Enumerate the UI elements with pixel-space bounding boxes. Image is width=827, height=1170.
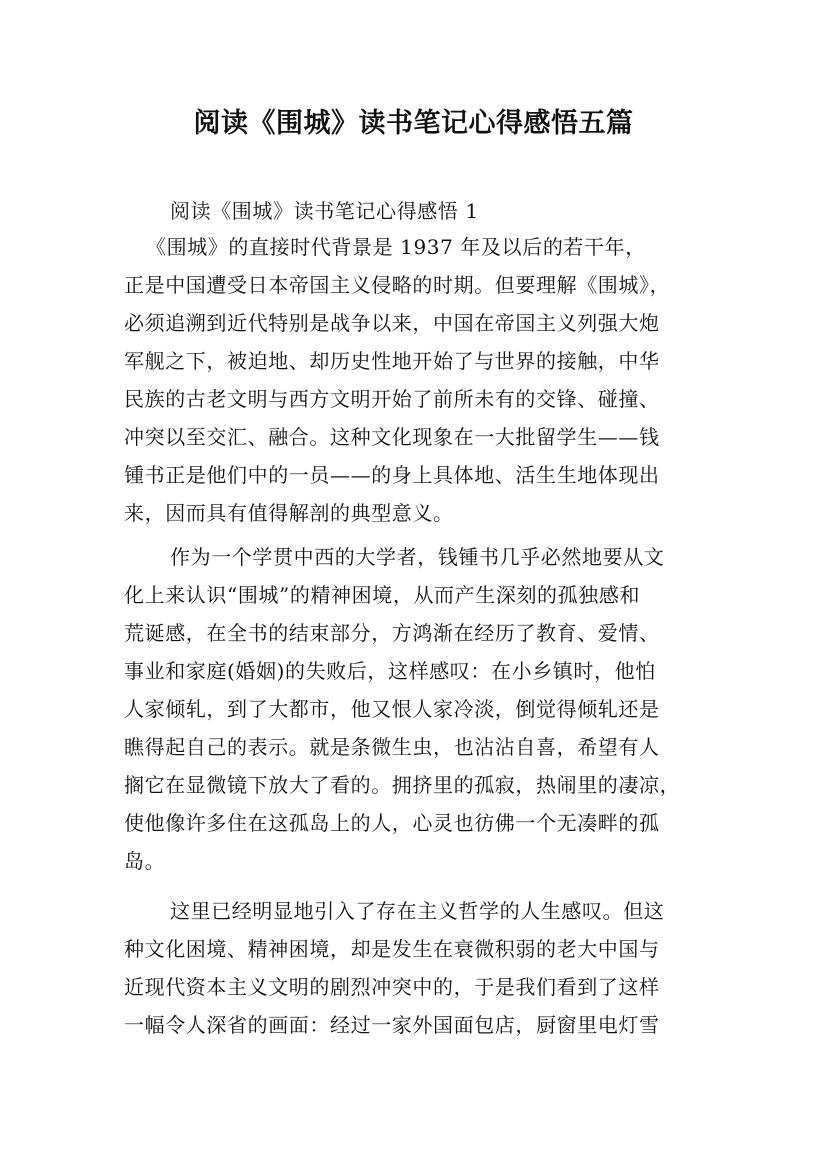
- paragraph-line: 这里已经明显地引入了存在主义哲学的人生感叹。但这: [170, 899, 665, 923]
- paragraph-line: 《围城》的直接时代背景是 1937 年及以后的若干年，: [146, 235, 646, 259]
- paragraph-line: 锺书正是他们中的一员——的身上具体地、活生生地体现出: [124, 463, 660, 487]
- paragraph-line: 岛。: [124, 849, 166, 873]
- paragraph-line: 搁它在显微镜下放大了看的。拥挤里的孤寂，热闹里的凄凉，: [124, 773, 681, 797]
- document-title: 阅读《围城》读书笔记心得感悟五篇: [193, 108, 634, 139]
- paragraph-line: 种文化困境、精神困境，却是发生在衰微积弱的老大中国与: [124, 937, 660, 961]
- paragraph-line: 民族的古老文明与西方文明开始了前所未有的交锋、碰撞、: [124, 387, 660, 411]
- paragraph-line: 冲突以至交汇、融合。这种文化现象在一大批留学生——钱: [124, 425, 660, 449]
- paragraph-line: 事业和家庭(婚姻)的失败后，这样感叹：在小乡镇时，他怕: [124, 659, 656, 683]
- paragraph-line: 正是中国遭受日本帝国主义侵略的时期。但要理解《围城》，: [124, 273, 671, 297]
- paragraph-line: 人家倾轧，到了大都市，他又恨人家冷淡，倒觉得倾轧还是: [124, 697, 660, 721]
- paragraph-line: 军舰之下，被迫地、却历史性地开始了与世界的接触，中华: [124, 349, 660, 373]
- paragraph-line: 使他像许多住在这孤岛上的人，心灵也彷佛一个无凑畔的孤: [124, 811, 660, 835]
- section-heading: 阅读《围城》读书笔记心得感悟 1: [170, 199, 479, 223]
- paragraph-line: 荒诞感，在全书的结束部分，方鸿渐在经历了教育、爱情、: [124, 621, 660, 645]
- paragraph-line: 近现代资本主义文明的剧烈冲突中的，于是我们看到了这样: [124, 975, 660, 999]
- paragraph-line: 瞧得起自己的表示。就是条微生虫，也沾沾自喜，希望有人: [124, 735, 660, 759]
- paragraph-line: 一幅令人深省的画面：经过一家外国面包店，厨窗里电灯雪: [124, 1013, 660, 1037]
- paragraph-line: 作为一个学贯中西的大学者，钱锺书几乎必然地要从文: [170, 545, 665, 569]
- paragraph-line: 必须追溯到近代特别是战争以来，中国在帝国主义列强大炮: [124, 311, 660, 335]
- paragraph-line: 来，因而具有值得解剖的典型意义。: [124, 501, 454, 525]
- paragraph-line: 化上来认识“围城”的精神困境，从而产生深刻的孤独感和: [124, 583, 641, 607]
